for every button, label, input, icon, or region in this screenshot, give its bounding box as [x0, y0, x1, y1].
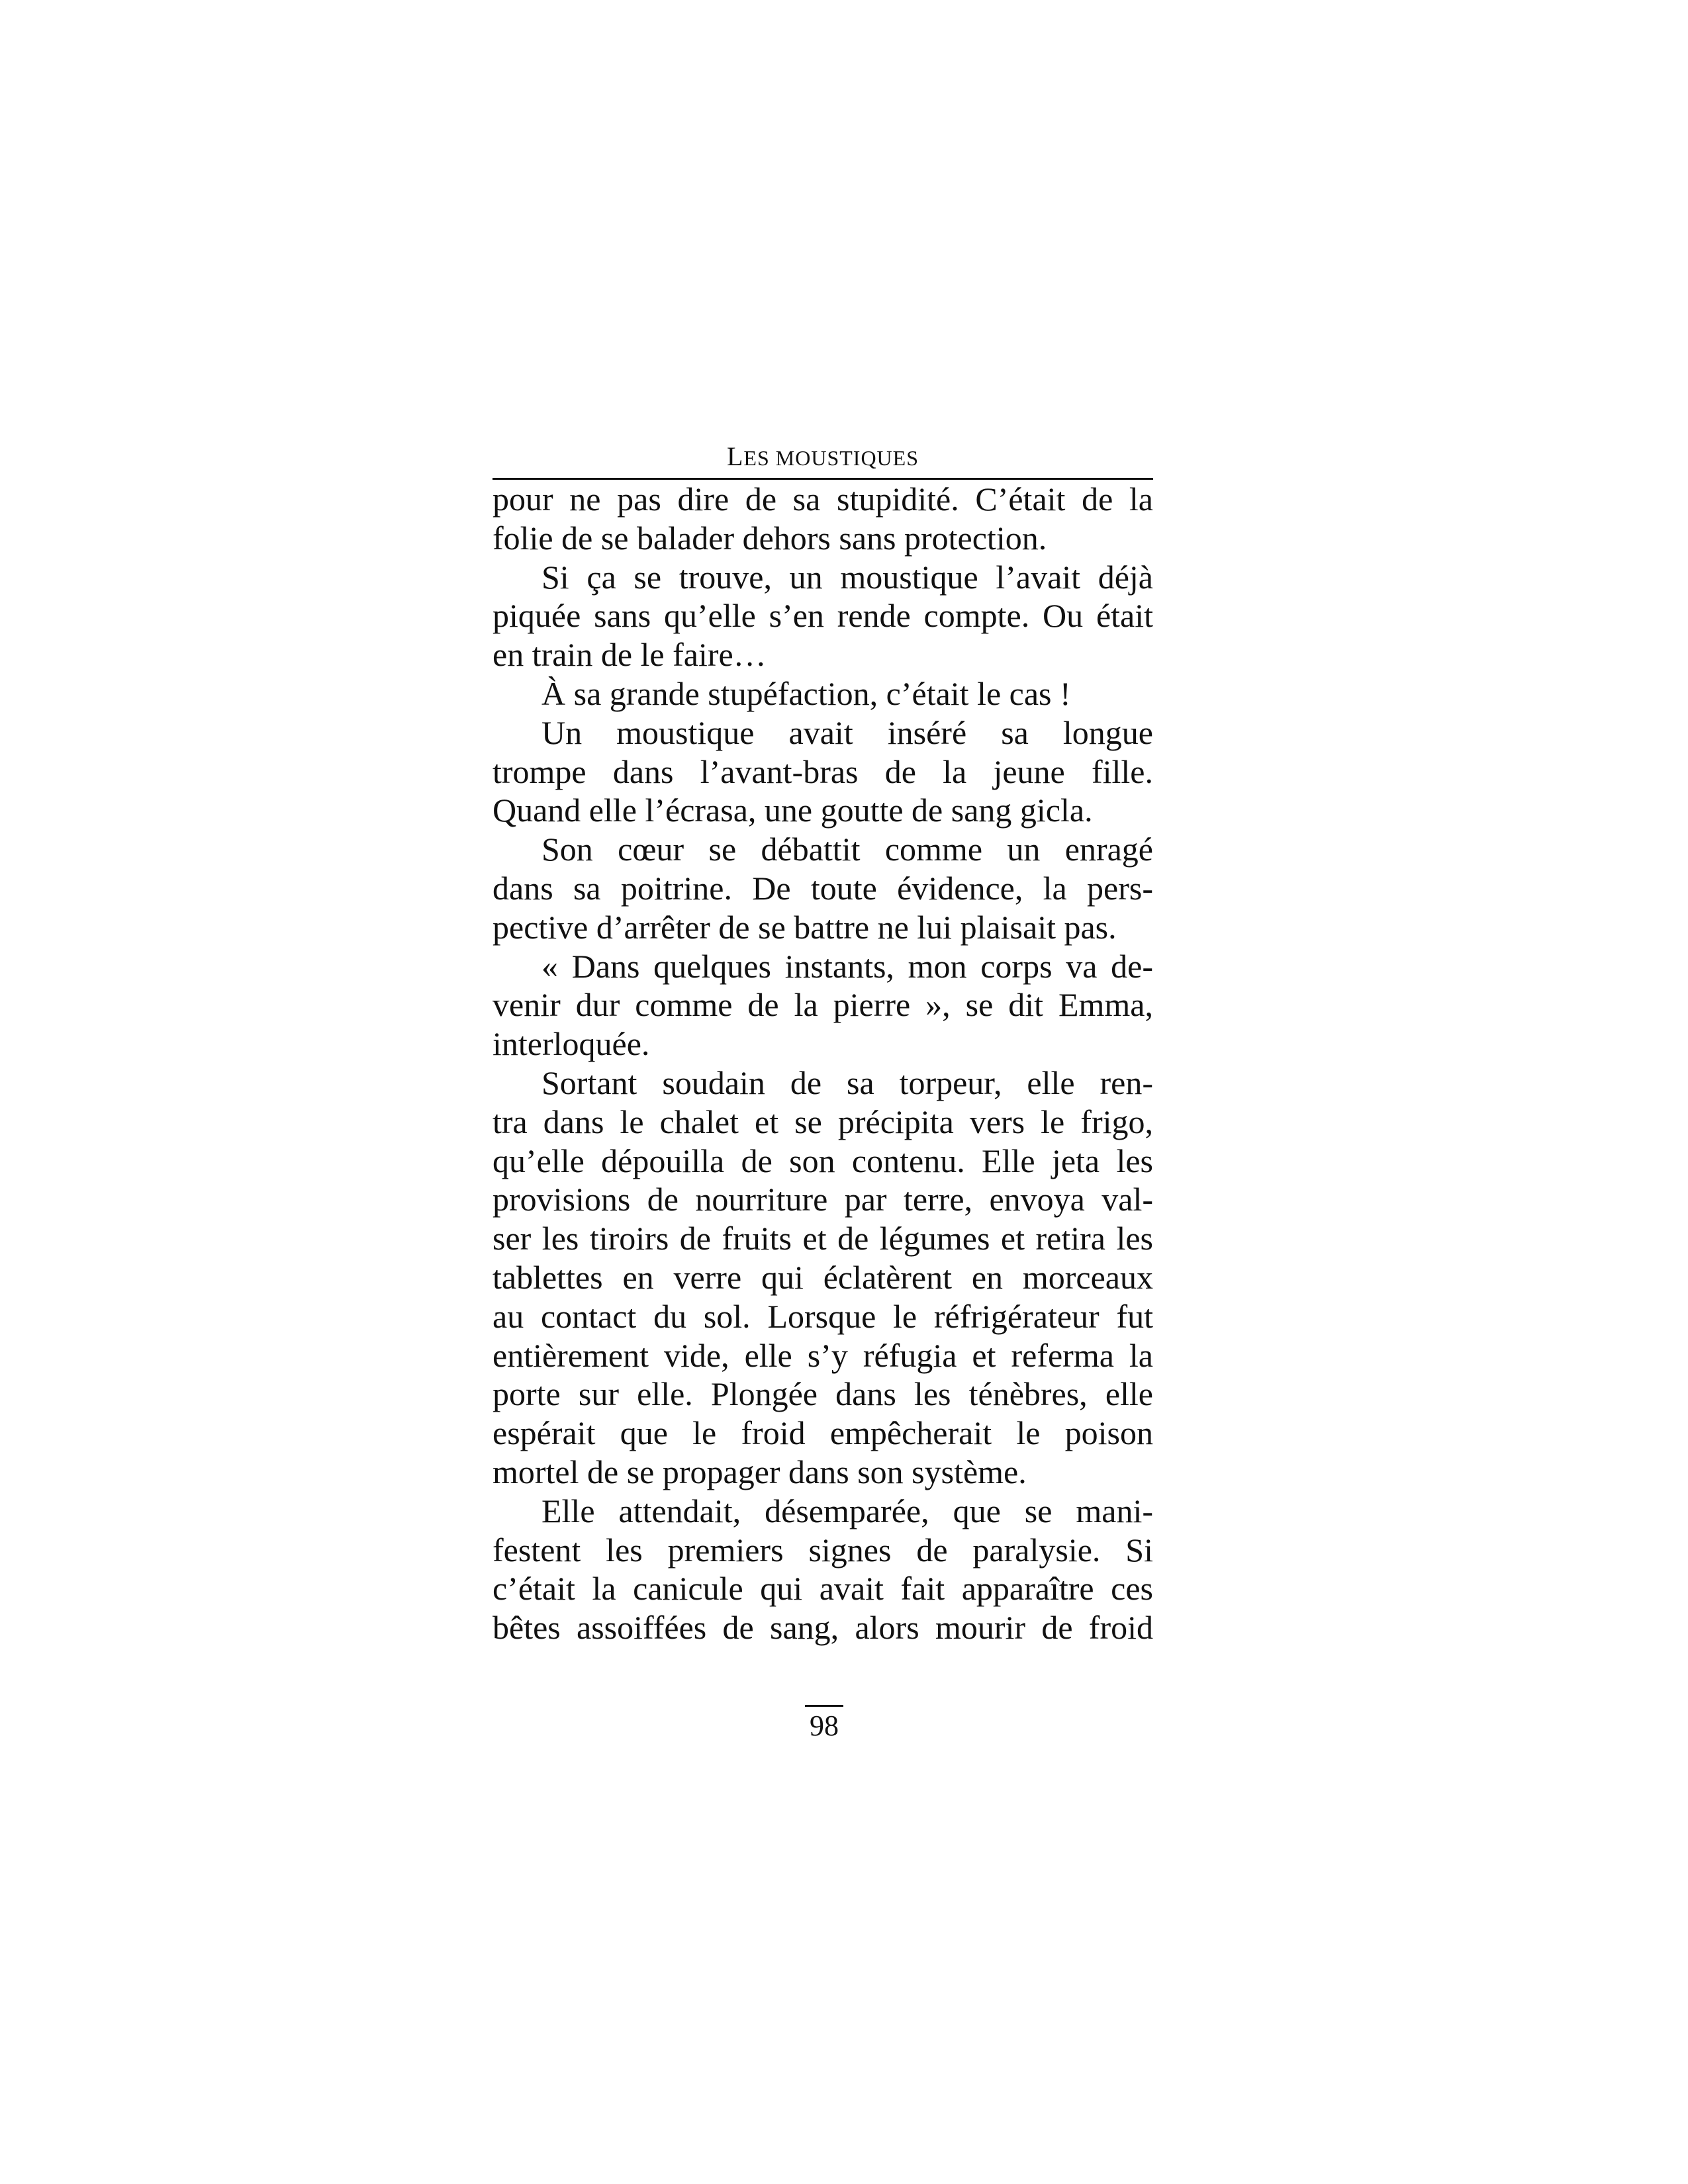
page-number: 98	[810, 1709, 839, 1742]
text-line: pour ne pas dire de sa stupidité. C’était de la	[492, 480, 1153, 518]
text-line: À sa grande stupéfaction, c’était le cas !	[541, 674, 1071, 712]
text-line: dans sa poitrine. De toute évidence, la pers-	[492, 869, 1153, 907]
text-line: espérait que le froid empêcherait le poison	[492, 1414, 1153, 1452]
text-line: festent les premiers signes de paralysie. Si	[492, 1531, 1153, 1569]
text-line: Quand elle l’écrasa, une goutte de sang gicla.	[492, 792, 1093, 829]
text-line: Un moustique avait inséré sa longue	[541, 713, 1153, 751]
page-folio	[798, 1705, 851, 1743]
text-line: bêtes assoiffées de sang, alors mourir de froid	[492, 1609, 1153, 1647]
text-line: Son cœur se débattit comme un enragé	[541, 831, 1153, 868]
text-line: « Dans quelques instants, mon corps va de-	[541, 947, 1153, 985]
text-line: Elle attendait, désemparée, que se mani-	[541, 1492, 1153, 1529]
text-line: Si ça se trouve, un moustique l’avait déjà	[541, 558, 1153, 596]
running-head-initial: L	[726, 441, 744, 471]
text-line: porte sur elle. Plongée dans les ténèbres, elle	[492, 1375, 1153, 1413]
running-head-small-caps: ES MOUSTIQUES	[743, 446, 919, 470]
text-line: ser les tiroirs de fruits et de légumes et retira les	[492, 1220, 1153, 1257]
text-line: en train de le faire…	[492, 636, 767, 674]
text-line: entièrement vide, elle s’y réfugia et referma la	[492, 1336, 1153, 1374]
text-line: interloquée.	[492, 1025, 650, 1063]
text-line: folie de se balader dehors sans protection.	[492, 519, 1047, 557]
text-line: qu’elle dépouilla de son contenu. Elle jeta les	[492, 1142, 1153, 1179]
text-line: provisions de nourriture par terre, envoya val-	[492, 1181, 1153, 1218]
body-text	[492, 480, 1153, 1647]
text-line: trompe dans l’avant-bras de la jeune fille.	[492, 752, 1153, 790]
text-line: c’était la canicule qui avait fait apparaître ces	[492, 1570, 1153, 1608]
text-line: tablettes en verre qui éclatèrent en morceaux	[492, 1258, 1153, 1296]
text-line: venir dur comme de la pierre », se dit Emma,	[492, 986, 1153, 1024]
text-line: tra dans le chalet et se précipita vers le frigo,	[492, 1103, 1153, 1140]
text-line: piquée sans qu’elle s’en rende compte. Ou était	[492, 597, 1153, 635]
text-line: pective d’arrêter de se battre ne lui plaisait pas.	[492, 908, 1117, 946]
folio-rule	[805, 1705, 843, 1707]
text-line: mortel de se propager dans son système.	[492, 1453, 1027, 1490]
page-text-block	[492, 437, 1153, 1647]
text-line: au contact du sol. Lorsque le réfrigérateur fut	[492, 1297, 1153, 1335]
running-head	[492, 437, 1153, 478]
text-line: Sortant soudain de sa torpeur, elle ren-	[541, 1064, 1153, 1101]
